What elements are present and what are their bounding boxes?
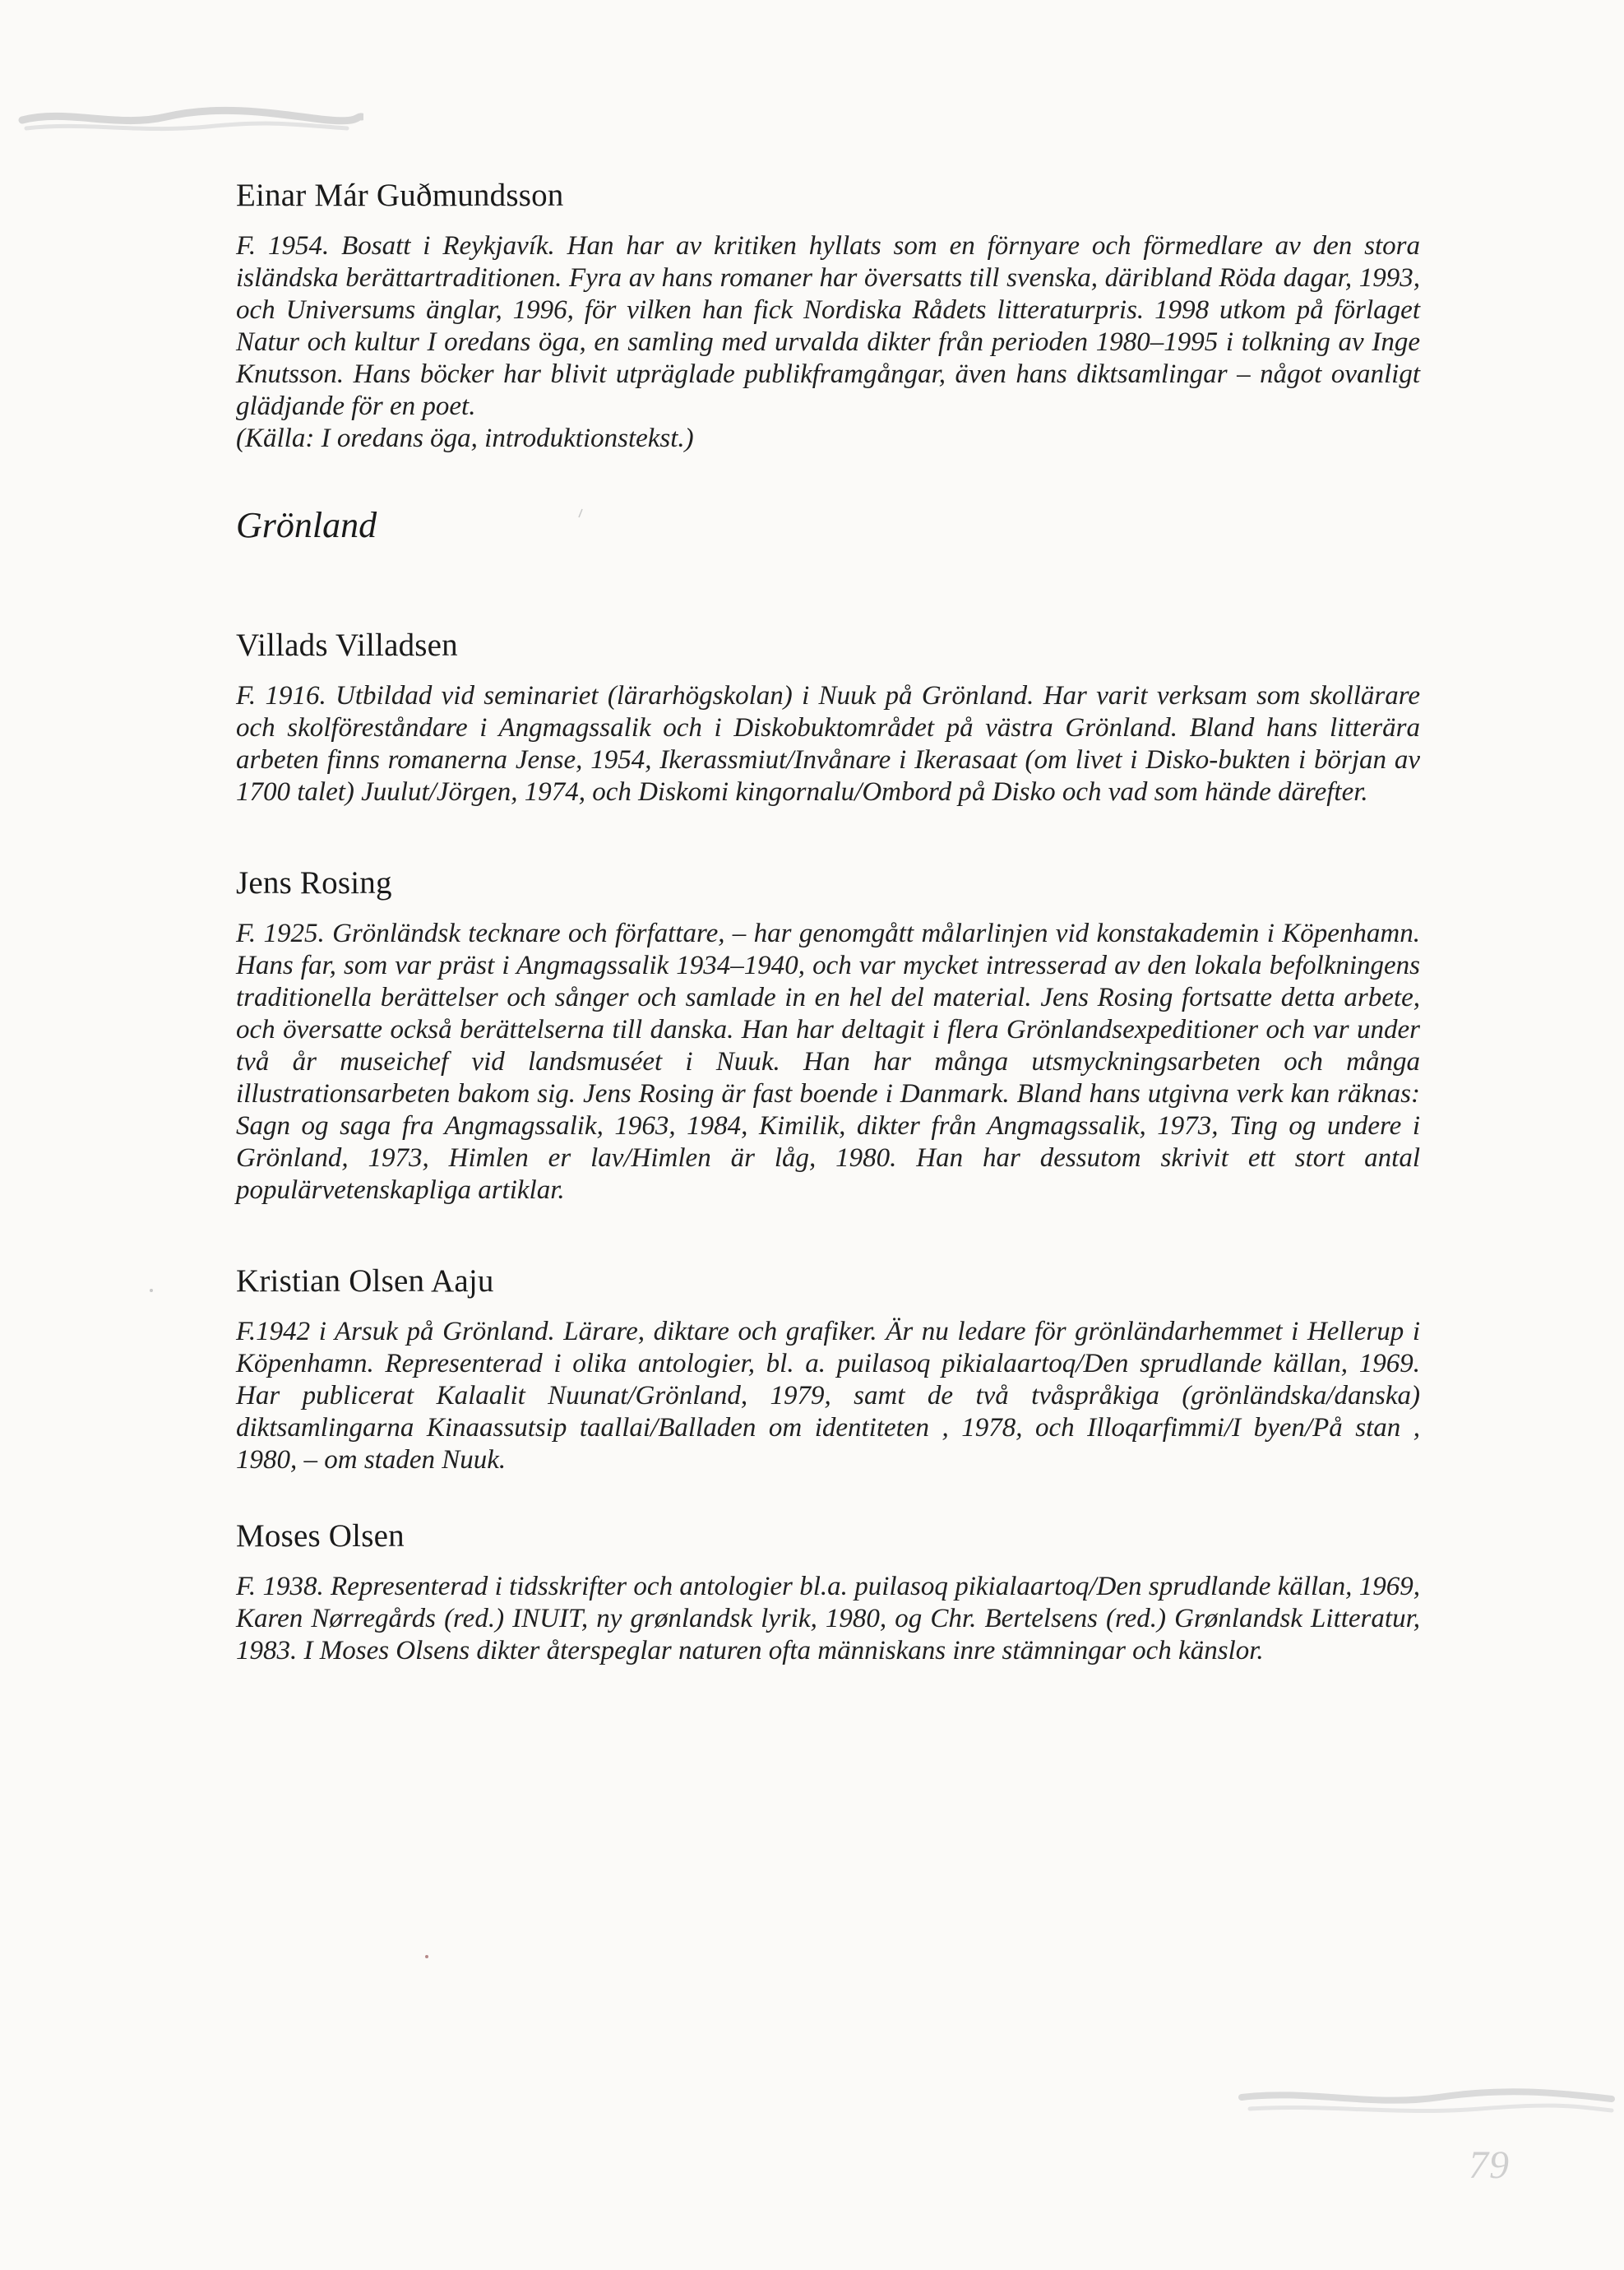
section-heading: Grönland [236,505,377,545]
author-entry [236,1517,1420,1667]
bio-text: F. 1954. Bosatt i Reykjavík. Han har av kritiken hyllats som en förnyare och förmedlare av den stora isländska berättartraditionen. Fyra av hans romaner har översatts till svenska, däribland Röda dagar, 1993, och Universums änglar, 1996, för vilken han fick Nordiska Rådets litteraturpris. 1998 utkom på förlaget Natur och kultur I oredans öga, en samling med urvalda dikter från perioden 1980–1995 i tolkning av Inge Knutsson. Hans böcker har blivit utpräglade publikframgångar, även hans diktsamlingar – något ovanligt glädjande för en poet. [236,231,1420,421]
stray-mark [577,508,584,518]
author-bio: F. 1938. Representerad i tidsskrifter och antologier bl.a. puilasoq pikialaartoq/Den sprudlande källan, 1969, Karen Nørregårds (red.) INUIT, ny grønlandsk lyrik, 1980, og Chr. Bertelsens (red.) Grønlandsk Litteratur, 1983. I Moses Olsens dikter återspeglar naturen ofta människans inre stämningar och känslor. [236,1572,1420,1665]
author-bio [236,230,1420,455]
author-name: Villads Villadsen [236,628,458,663]
author-entry [236,1262,1420,1476]
author-entry [236,864,1420,1207]
author-name: Kristian Olsen Aaju [236,1263,494,1299]
author-bio: F. 1925. Grönländsk tecknare och författare, – har genomgått målarlinjen vid konstakademin i Köpenhamn. Hans far, som var präst i Angmagssalik 1934–1940, och var mycket intresserad av den lokala befolkningens traditionella berättelser och sånger och samlade in en hel del material. Jens Rosing fortsatte detta arbete, och översatte också berättelserna till danska. Han har deltagit i flera Grönlandsexpeditioner och var under två år museichef vid landsmuséet i Nuuk. Han har många utsmyckningsarbeten och många illustrationsarbeten bakom sig. Jens Rosing är fast boende i Danmark. Bland hans utgivna verk kan räknas: Sagn og saga fra Angmagssalik, 1963, 1984, Kimilik, dikter från Angmagssalik, 1973, Ting og undere i Grönland, 1973, Himlen er lav/Himlen är låg, 1980. Han har dessutom skrivit ett stort antal populärvetenskapliga artiklar. [236,919,1420,1205]
page-content [236,177,1420,1667]
page-number: 79 [1469,2143,1510,2187]
author-name: Moses Olsen [236,1518,405,1554]
scan-artifact-top [18,97,363,138]
author-bio: F.1942 i Arsuk på Grönland. Lärare, diktare och grafiker. Är nu ledare för grönländarhemmet i Hellerup i Köpenhamn. Representerad i olika antologier, bl. a. puilasoq pikialaartoq/Den sprudlande källan, 1969. Har publicerat Kalaalit Nuunat/Grönland, 1979, samt de två tvåspråkiga (grönländska/danska) diktsamlingarna Kinaassutsip taallai/Balladen om identiteten , 1978, och Illoqarfimmi/I byen/På stan , 1980, – om staden Nuuk. [236,1317,1420,1475]
author-name: Einar Már Guðmundsson [236,178,564,213]
bio-source: (Källa: I oredans öga, introduktionstekst.) [236,424,694,453]
scan-artifact-bottom [1233,2081,1620,2122]
author-name: Jens Rosing [236,865,392,901]
stray-dot [150,1289,153,1292]
author-bio: F. 1916. Utbildad vid seminariet (lärarhögskolan) i Nuuk på Grönland. Har varit verksam som skollärare och skolföreståndare i Angmagssalik och i Diskobuktområdet på västra Grönland. Bland hans litterära arbeten finns romanerna Jense, 1954, Ikerassmiut/Invånare i Ikerasaat (om livet i Disko-bukten i början av 1700 talet) Juulut/Jörgen, 1974, och Diskomi kingornalu/Ombord på Disko och vad som hände därefter. [236,681,1420,807]
author-entry [236,177,1420,455]
stray-dot [425,1955,428,1958]
author-entry [236,627,1420,808]
